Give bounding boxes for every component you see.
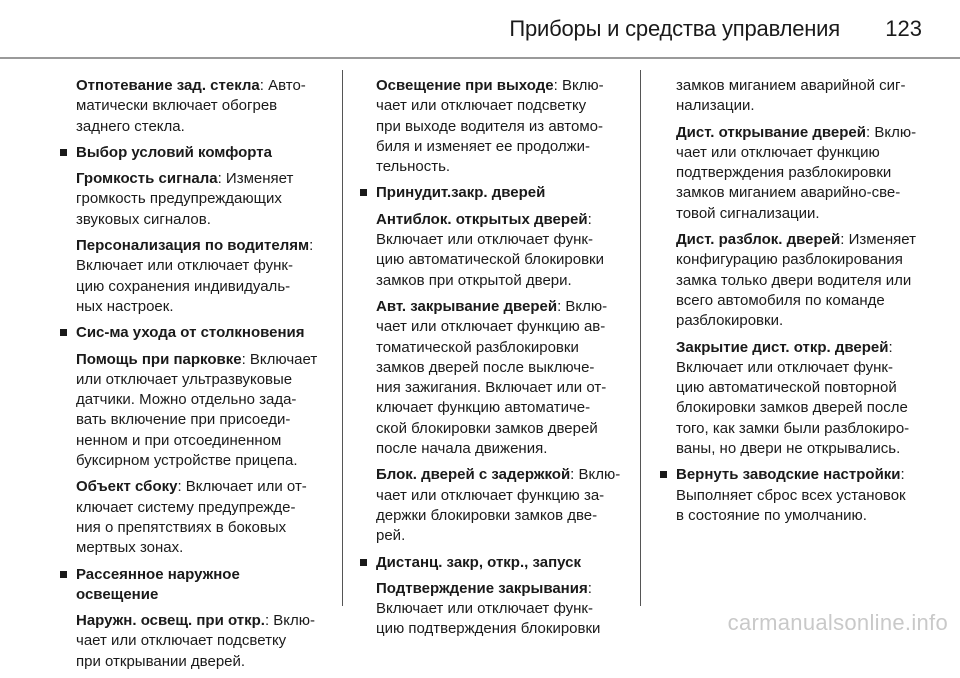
column-divider (342, 70, 343, 606)
setting-paragraph (676, 76, 928, 117)
setting-description: : Включает или отключает функ- цию сохранения индивидуаль- ных настроек. (76, 237, 314, 315)
section-bullet (76, 323, 330, 343)
setting-paragraph (376, 465, 630, 546)
section-title: Дистанц. закр, откр., запуск (376, 553, 581, 571)
header-title: Приборы и средства управления (509, 16, 840, 41)
page-number: 123 (885, 16, 922, 41)
setting-description: : Вклю- чает или отключает функцию подтверждения разблокировки замков миганием аварийно-све- товой сигнализации. (676, 123, 917, 222)
header-rule (0, 57, 960, 59)
setting-description: : Вклю- чает или отключает функцию ав- томатической разблокировки замков дверей после выключе- ния зажигания. Включает или от- ключает функцию автоматиче- ской блокировки замков дверей после начала движения. (376, 297, 608, 458)
setting-paragraph (76, 236, 330, 317)
section-title: Сис-ма ухода от столкновения (76, 324, 305, 342)
section-bullet (376, 183, 630, 203)
setting-term: Авт. закрывание дверей (376, 297, 558, 315)
setting-description: : Авто- матически включает обогрев заднего стекла. (76, 77, 306, 135)
section-bullet (76, 565, 330, 606)
section-description: : Выполняет сброс всех установок в состояние по умолчанию. (676, 466, 906, 524)
setting-description: : Включает или отключает функ- цию подтверждения блокировки (376, 579, 601, 638)
page-header (0, 0, 960, 58)
section-bullet (676, 465, 928, 526)
setting-description: : Вклю- чает или отключает подсветку при выходе водителя из автомо- биля и изменяет ее продолжи- тельность. (376, 77, 604, 176)
setting-paragraph (676, 230, 928, 331)
setting-term: Подтверждение закрывания (376, 579, 588, 597)
setting-description: : Вклю- чает или отключает подсветку при открывании дверей. (76, 612, 316, 670)
setting-description: замков миганием аварийной сиг- нализации. (676, 77, 906, 115)
bullet-square-icon (60, 571, 67, 578)
setting-paragraph (76, 169, 330, 230)
bullet-square-icon (360, 189, 367, 196)
setting-term: Объект сбоку (76, 478, 178, 496)
setting-term: Персонализация по водителям (76, 237, 310, 255)
setting-paragraph (76, 477, 330, 558)
bullet-square-icon (60, 329, 67, 336)
column-3 (658, 76, 928, 532)
setting-term: Блок. дверей с задержкой (376, 466, 571, 484)
setting-term: Дист. открывание дверей (676, 123, 866, 141)
section-title: Выбор условий комфорта (76, 143, 272, 161)
section-title: Вернуть заводские настройки (676, 466, 901, 484)
column-2 (358, 76, 630, 646)
setting-description: : Вклю- чает или отключает функцию за- держки блокировки замков две- рей. (376, 466, 621, 545)
column-1 (58, 76, 330, 678)
bullet-square-icon (360, 559, 367, 566)
setting-paragraph (376, 579, 630, 640)
setting-description: : Изменяет конфигурацию разблокирования замка только двери водителя или всего автомобиля по команде разблокировки. (676, 231, 917, 330)
section-bullet (376, 553, 630, 573)
section-title: Рассеянное наружное освещение (76, 565, 240, 603)
setting-description: : Включает или отключает функ- цию автоматической блокировки замков при открытой двери. (376, 210, 604, 289)
setting-term: Помощь при парковке (76, 350, 242, 368)
bullet-square-icon (60, 149, 67, 156)
setting-term: Закрытие дист. откр. дверей (676, 338, 889, 356)
section-bullet (76, 143, 330, 163)
setting-paragraph (676, 123, 928, 224)
setting-paragraph (76, 350, 330, 472)
setting-paragraph (376, 76, 630, 177)
bullet-square-icon (660, 471, 667, 478)
setting-paragraph (676, 338, 928, 460)
setting-paragraph (376, 297, 630, 459)
setting-description: : Включает или отключает функ- цию автоматической повторной блокировки замков дверей после того, как замки были разблокиро- ваны, но двери не открывались. (676, 338, 910, 458)
section-title: Принудит.закр. дверей (376, 184, 546, 202)
setting-term: Отпотевание зад. стекла (76, 77, 260, 94)
setting-description: : Изменяет громкость предупреждающих звуковых сигналов. (76, 170, 294, 228)
setting-term: Дист. разблок. дверей (676, 231, 841, 249)
setting-paragraph (76, 76, 330, 137)
setting-term: Антиблок. открытых дверей (376, 210, 588, 228)
setting-description: : Включает или отключает ультразвуковые датчики. Можно отдельно зада- вать включение при присоеди- ненном и при отсоединенном буксирном устройстве прицепа. (76, 350, 318, 470)
column-divider (640, 70, 641, 606)
setting-term: Наружн. освещ. при откр. (76, 612, 265, 630)
setting-term: Громкость сигнала (76, 170, 218, 188)
setting-term: Освещение при выходе (376, 77, 554, 94)
watermark: carmanualsonline.info (727, 610, 948, 635)
setting-paragraph (376, 210, 630, 291)
setting-description: : Включает или от- ключает систему предупрежде- ния о препятствиях в боковых мертвых зонах. (76, 478, 307, 557)
